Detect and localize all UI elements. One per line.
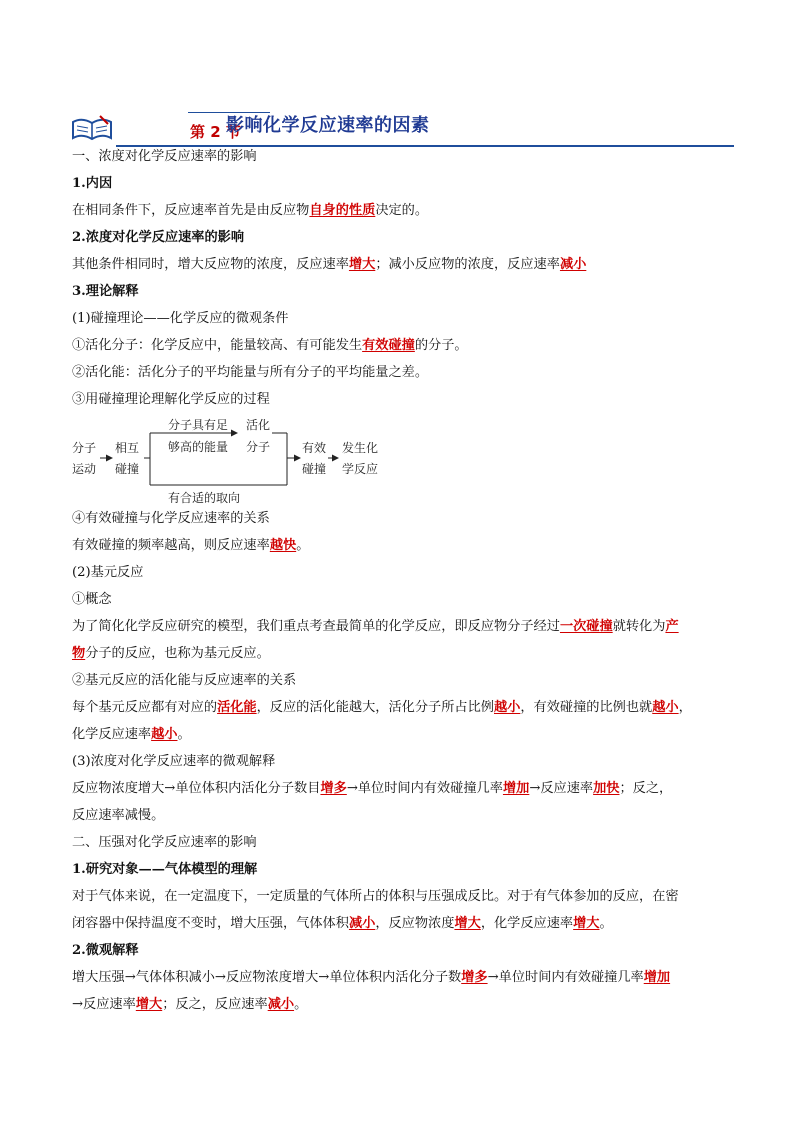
text: →反应速率 [529,781,594,796]
answer-text: 一次碰撞 [559,619,613,634]
text: 在相同条件下，反应速率首先是由反应物 [72,203,310,218]
paragraph [72,968,736,995]
subsection-title: (1)碰撞理论——化学反应的微观条件 [72,311,289,326]
diagram-node: 学反应 [342,462,379,476]
text: 每个基元反应都有对应的 [72,700,218,715]
subsection-title: 2.微观解释 [72,943,139,958]
text: ；反之，反应速率 [162,997,268,1012]
list-item: ①概念 [72,592,112,607]
answer-text: 越快 [269,538,297,553]
answer-text: 有效碰撞 [362,338,415,353]
answer-text: 加快 [593,781,620,796]
paragraph [72,255,736,282]
text: 的分子。 [414,338,468,353]
text: ；减小反应物的浓度，反应速率 [375,257,560,272]
answer-text: 自身的性质 [309,203,376,218]
document-body [72,147,736,1022]
answer-text: 产 [665,619,679,634]
text: 化学反应速率 [72,727,152,742]
answer-text: 增多 [461,970,488,985]
diagram-node: 够高的能量 [168,440,229,454]
answer-text: 增加 [502,781,530,796]
diagram-node: 碰撞 [115,462,140,476]
answer-text: 增加 [643,970,671,985]
subsection-title: 3.理论解释 [72,284,139,299]
paragraph [72,617,736,644]
collision-process-diagram [72,413,736,509]
text: ；反之， [619,781,673,796]
subsection-title: 2.浓度对化学反应速率的影响 [72,230,245,245]
diagram-node: 分子具有足 [168,418,229,432]
subsection-title: 1.研究对象——气体模型的理解 [72,862,258,877]
text: 。 [599,916,613,931]
paragraph [72,914,736,941]
paragraph [72,644,736,671]
paragraph [72,779,736,806]
list-item: ③用碰撞理论理解化学反应的过程 [72,392,270,407]
answer-text: 减小 [348,916,376,931]
list-item: ④有效碰撞与化学反应速率的关系 [72,511,270,526]
text: ，反应物浓度 [375,916,455,931]
answer-text: 增多 [320,781,347,796]
diagram-node: 相互 [115,441,140,455]
paragraph: 反应速率减慢。 [72,808,165,823]
answer-text: 物 [72,646,86,661]
list-item [72,336,736,363]
subsection-title: 1.内因 [72,176,113,191]
paragraph [72,536,736,563]
text: ， [678,700,692,715]
answer-text: 减小 [267,997,295,1012]
text: 。 [294,997,308,1012]
text: 就转化为 [612,619,666,634]
text: →反应速率 [72,997,136,1012]
text: 。 [177,727,191,742]
diagram-node: 运动 [72,462,97,476]
text: 闭容器中保持温度不变时，增大压强，气体体积 [72,916,349,931]
text: 。 [296,538,310,553]
diagram-node: 发生化 [342,441,379,455]
text: 为了简化化学反应研究的模型，我们重点考查最简单的化学反应，即反应物分子经过 [72,619,560,634]
answer-text: 增大 [135,997,163,1012]
book-icon [70,114,114,142]
text: ，有效碰撞的比例也就 [520,700,653,715]
answer-text: 增大 [573,916,600,931]
diagram-node: 分子 [246,440,271,454]
diagram-node: 有合适的取向 [168,491,241,505]
answer-text: 减小 [559,257,587,272]
text: ①活化分子：化学反应中，能量较高、有可能发生 [72,338,363,353]
text: 其他条件相同时，增大反应物的浓度，反应速率 [72,257,349,272]
answer-text: 增大 [348,257,376,272]
paragraph [72,725,736,752]
paragraph [72,995,736,1022]
text: 有效碰撞的频率越高，则反应速率 [72,538,270,553]
diagram-node: 有效 [302,441,327,455]
page-title: 影响化学反应速率的因素 [226,115,430,136]
text: →单位时间内有效碰撞几率 [487,970,644,985]
section-label: 第 2 节 [190,123,241,141]
text: →单位时间内有效碰撞几率 [346,781,503,796]
text: 决定的。 [375,203,429,218]
answer-text: 越小 [652,700,679,715]
paragraph [72,201,736,228]
paragraph: 对于气体来说，在一定温度下，一定质量的气体所占的体积与压强成反比。对于有气体参加的反应，在密 [72,889,679,904]
list-item: ②基元反应的活化能与反应速率的关系 [72,673,297,688]
paragraph [72,698,736,725]
diagram-node: 活化 [246,418,271,432]
subsection-title: (3)浓度对化学反应速率的微观解释 [72,754,276,769]
diagram-node: 分子 [72,441,97,455]
text: ，化学反应速率 [480,916,574,931]
text: 增大压强→气体体积减小→反应物浓度增大→单位体积内活化分子数 [72,970,462,985]
text: 反应物浓度增大→单位体积内活化分子数目 [72,781,321,796]
answer-text: 越小 [494,700,521,715]
section-heading: 二、压强对化学反应速率的影响 [72,835,257,850]
answer-text: 活化能 [217,700,257,715]
text: ，反应的活化能越大，活化分子所占比例 [256,700,494,715]
text: 分子的反应，也称为基元反应。 [85,646,270,661]
answer-text: 越小 [151,727,178,742]
answer-text: 增大 [454,916,481,931]
page-header [70,108,734,148]
diagram-node: 碰撞 [302,462,327,476]
subsection-title: (2)基元反应 [72,565,144,580]
list-item: ②活化能：活化分子的平均能量与所有分子的平均能量之差。 [72,365,429,380]
section-heading: 一、浓度对化学反应速率的影响 [72,149,257,164]
